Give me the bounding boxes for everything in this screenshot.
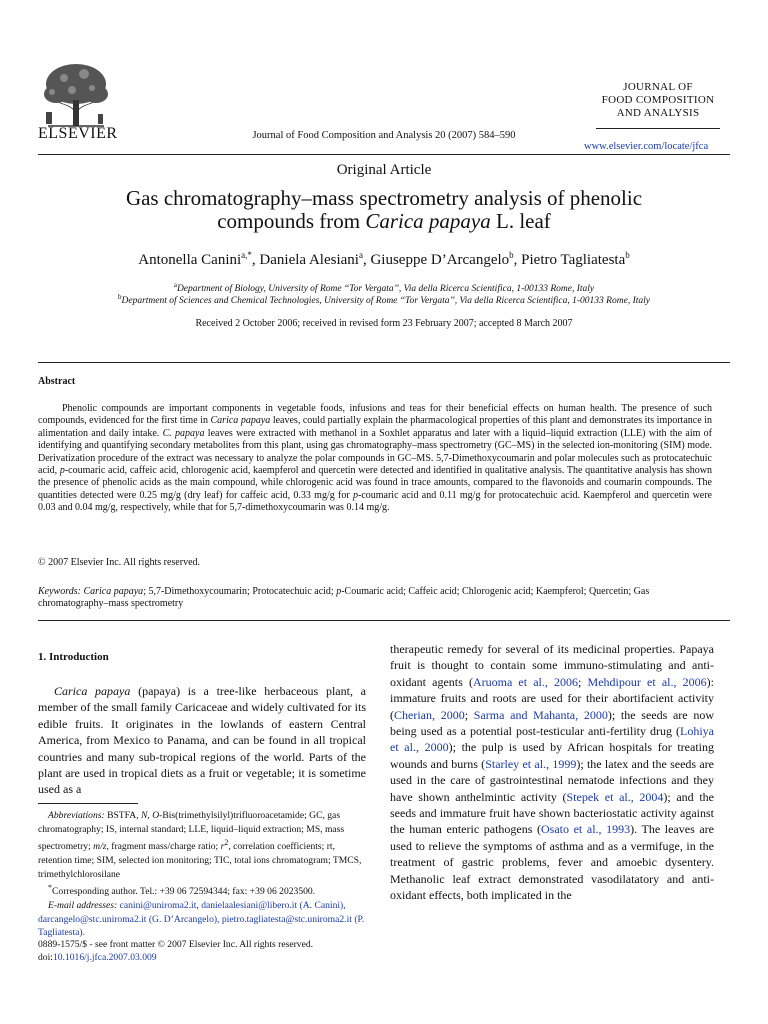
corresponding-author-footnote xyxy=(38,881,366,899)
abbreviations-label: Abbreviations: xyxy=(48,810,105,821)
author-separator: , xyxy=(251,252,260,268)
article-type: Original Article xyxy=(336,162,432,178)
article-title xyxy=(60,187,708,233)
keyword-italic: Carica papaya xyxy=(83,586,144,597)
intro-text: ; xyxy=(464,707,474,722)
intro-text: ); the seeds are now being used as a potential post-testicular anti-fertility drug ( xyxy=(390,707,714,739)
author-affiliation-mark: b xyxy=(625,250,630,260)
footnote-text: , fragment mass/charge ratio; xyxy=(106,841,221,853)
author-affiliation-mark: a,* xyxy=(241,250,252,260)
author-list xyxy=(0,250,768,269)
issn-line: 0889-1575/$ - see front matter © 2007 Elsevier Inc. All rights reserved. xyxy=(38,939,314,950)
elsevier-tree-logo xyxy=(38,60,114,128)
intro-right-paragraph xyxy=(390,641,714,904)
received-dates: Received 2 October 2006; received in revised form 23 February 2007; accepted 8 March 2007 xyxy=(195,318,573,329)
journal-citation: Journal of Food Composition and Analysis 20 (2007) 584–590 xyxy=(252,130,516,141)
header-rule xyxy=(38,154,730,155)
abstract-text: Phenolic compounds are important components in vegetable foods, infusions and teas for their beneficial effects on human health. The presence of such compounds, evidenced for the first time in xyxy=(38,403,712,427)
footnote-text: (A. Canini), xyxy=(297,899,346,911)
title-text: compounds from xyxy=(217,209,366,233)
citation-link[interactable]: Mehdipour et al., 2006 xyxy=(587,674,707,689)
footnote-italic: m/z xyxy=(93,841,107,853)
affiliation-text: Department of Biology, University of Rome ‘‘Tor Vergata’’, Via della Ricerca Scientifica, 1-00133 Rome, Italy xyxy=(176,284,595,295)
abstract-text: leaves, could partially explain the pharmacological properties of this plant and demonstrates its importance in alimentation and daily intake. xyxy=(38,415,712,439)
affiliation xyxy=(0,293,768,306)
email-link[interactable]: pietro.tagliatesta@stc.uniroma2.it xyxy=(221,913,352,925)
author-name[interactable]: Antonella Canini xyxy=(138,252,242,268)
footnote-sup: 2 xyxy=(224,838,229,848)
doi-link[interactable]: 10.1016/j.jfca.2007.03.009 xyxy=(52,952,157,963)
author-affiliation-mark: a xyxy=(358,250,363,260)
citation-link[interactable]: Cherian, 2000 xyxy=(394,707,465,722)
citation-link[interactable]: Stepek et al., 2004 xyxy=(566,789,664,804)
author-separator: , xyxy=(362,252,371,268)
affiliation-mark: b xyxy=(118,293,122,301)
abbreviations-footnote xyxy=(38,809,366,881)
footnote-italic: r xyxy=(220,841,225,853)
email-link[interactable]: darcangelo@stc.uniroma2.it xyxy=(38,913,147,925)
affiliation-text: Department of Sciences and Chemical Technologies, University of Rome ‘‘Tor Vergata’’, Via della Ricerca Scientifica, 1-00133 Rome, Italy xyxy=(121,296,650,307)
title-species: Carica papaya xyxy=(365,209,491,233)
title-line: Gas chromatography–mass spectrometry analysis of phenolic xyxy=(125,186,643,210)
intro-text: ). The leaves are used to relieve the symptoms of asthma and as a vermifuge, in the treatment of gastric problems, fever and amoebic dysentery. Methanolic leaf extract demonstrated vasodilatatory and anti-oxidant effects, both implicated in the xyxy=(390,822,714,903)
title-line xyxy=(60,210,708,233)
email-link[interactable]: canini@uniroma2.it xyxy=(119,899,197,911)
doi-line xyxy=(38,951,366,964)
abstract-italic: p xyxy=(59,465,65,477)
footnote-italic: N, O xyxy=(141,810,160,821)
journal-box-rule xyxy=(596,128,720,129)
section-rule xyxy=(38,362,730,363)
footnote-text: , xyxy=(196,899,202,911)
footnote-rule xyxy=(38,803,138,804)
intro-text: (papaya) is a tree-like herbaceous plant, a member of the small family Caricaceae and widely cultivated for its edible fruits. It originates in the lowlands of eastern Central America, from Mexico to Panama, and can be found in all tropical countries and many sub-tropical regions of the world. Parts of the plant are used in tropical diets as a fruit or vegetable; it is sometime used as a xyxy=(38,684,366,797)
abstract-italic: C. papaya xyxy=(162,427,205,439)
intro-text: ); the pulp is used by African hospitals for treating wounds and burns ( xyxy=(390,740,714,771)
keywords xyxy=(38,586,712,611)
keywords-label: Keywords: xyxy=(38,586,81,597)
email-label: E-mail addresses: xyxy=(48,899,118,911)
keyword-italic: p xyxy=(336,586,342,597)
abstract-body xyxy=(38,403,712,515)
abstract-italic: p xyxy=(352,489,358,501)
journal-name-line: FOOD COMPOSITION xyxy=(601,94,715,106)
intro-text: ): immature fruits and roots are used for their abortifacient activity ( xyxy=(390,674,714,722)
publisher-name: ELSEVIER xyxy=(38,125,118,142)
footnotes xyxy=(38,809,366,940)
intro-left-paragraph xyxy=(38,683,366,798)
citation-link[interactable]: Lohiya et al., 2000 xyxy=(390,724,714,755)
section-rule xyxy=(38,620,730,621)
doi-label: doi: xyxy=(38,952,53,963)
footnote-text: (G. D’Arcangelo), xyxy=(146,913,222,925)
abstract-copyright: © 2007 Elsevier Inc. All rights reserved. xyxy=(38,557,201,568)
citation-link[interactable]: Aruoma et al., 2006 xyxy=(472,674,579,689)
keywords-text: ; 5,7-Dimethoxycoumarin; Protocatechuic acid; xyxy=(143,586,337,597)
footnote-text: , correlation coefficients; rt, retention time; SIM, selected ion monitoring; TIC, total ions chromatogram; TMCS, trimethylchlorosilane xyxy=(38,841,362,880)
abstract-heading: Abstract xyxy=(38,376,76,387)
title-text: L. leaf xyxy=(490,209,551,233)
journal-url-link[interactable]: www.elsevier.com/locate/jfca xyxy=(584,141,709,152)
author-name[interactable]: Giuseppe D’Arcangelo xyxy=(370,252,510,268)
intro-text: ; xyxy=(578,674,588,689)
intro-text: ); and the seeds and immature fruit have shown bacteriostatic activity against the human enteric pathogens ( xyxy=(390,789,714,837)
abstract-text: leaves were extracted with methanol in a Soxhlet apparatus and later with a liquid–liquid extraction (LLE) with the aim of identifying and quantifying secondary metabolites from this plant, using gas chromatography–mass spectrometry (GC–MS) in the selected ion-monitoring (SIM) mode. Derivatization procedure of the extract was necessary to analyze the polar compounds in GC–MS. 5,7-Dimethoxycoumarin and polar molecules such as protocatechuic acid, xyxy=(38,427,713,477)
abstract-italic: Carica papaya xyxy=(210,415,271,427)
journal-name-line: JOURNAL OF xyxy=(623,81,693,93)
citation-link[interactable]: Sarma and Mahanta, 2000 xyxy=(473,707,608,722)
journal-name-line: AND ANALYSIS xyxy=(616,107,700,119)
author-separator: , xyxy=(513,252,522,268)
abstract-text: -coumaric acid, caffeic acid, chlorogenic acid, kaempferol and quercetin were detected and identified in qualitative analysis. The quantitative analysis has shown the presence of phenolic acids as the main compound, while chlorogenic acid was found in trace amounts, compared to the flavonoids and coumarin compounds. The quantities detected were 0.25 mg/g (dry leaf) for caffeic acid, 0.33 mg/g for xyxy=(38,465,712,501)
footnote-mark: * xyxy=(48,883,52,893)
journal-name-box xyxy=(596,81,720,120)
author-name[interactable]: Pietro Tagliatesta xyxy=(521,252,626,268)
abstract-text: -coumaric acid and 0.11 mg/g for protocatechuic acid. Kaempferol and quercetin were 0.03 and 0.04 mg/g, respectively, while that for 5,7-dimethoxycoumarin was 0.14 mg/g. xyxy=(38,489,712,514)
footnote-text: BSTFA, xyxy=(104,810,142,821)
section-heading-introduction: 1. Introduction xyxy=(38,651,109,663)
citation-link[interactable]: Osato et al., 1993 xyxy=(541,822,631,837)
email-footnote xyxy=(38,899,366,940)
intro-species: Carica papaya xyxy=(54,684,131,698)
footnote-text: -Bis(trimethylsilyl)trifluoroacetamide; GC, gas chromatography; IS, internal standard; LLE, liquid–liquid extraction; MS, mass spectrometry; xyxy=(38,810,345,853)
footnote-text: Corresponding author. Tel.: +39 06 72594344; fax: +39 06 2023500. xyxy=(52,886,316,898)
keywords-text: -Coumaric acid; Caffeic acid; Chlorogenic acid; Kaempferol; Quercetin; Gas chromatography–mass spectrometry xyxy=(38,586,650,610)
email-link[interactable]: danielaalesiani@libero.it xyxy=(201,899,298,911)
footnote-text: (P. Tagliatesta). xyxy=(38,913,365,939)
citation-link[interactable]: Starley et al., 1999 xyxy=(485,756,577,771)
author-name[interactable]: Daniela Alesiani xyxy=(259,252,359,268)
intro-text: therapeutic remedy for several of its medicinal properties. Papaya fruit is thought to contain some immuno-stimulating and anti-oxidant agents ( xyxy=(390,642,714,689)
intro-text: ); the latex and the seeds are used in the care of gastrointestinal nematode infections and they have shown anthelmintic activity ( xyxy=(390,756,715,804)
front-matter xyxy=(38,938,366,964)
affiliation-mark: a xyxy=(173,281,177,289)
author-affiliation-mark: b xyxy=(509,250,514,260)
